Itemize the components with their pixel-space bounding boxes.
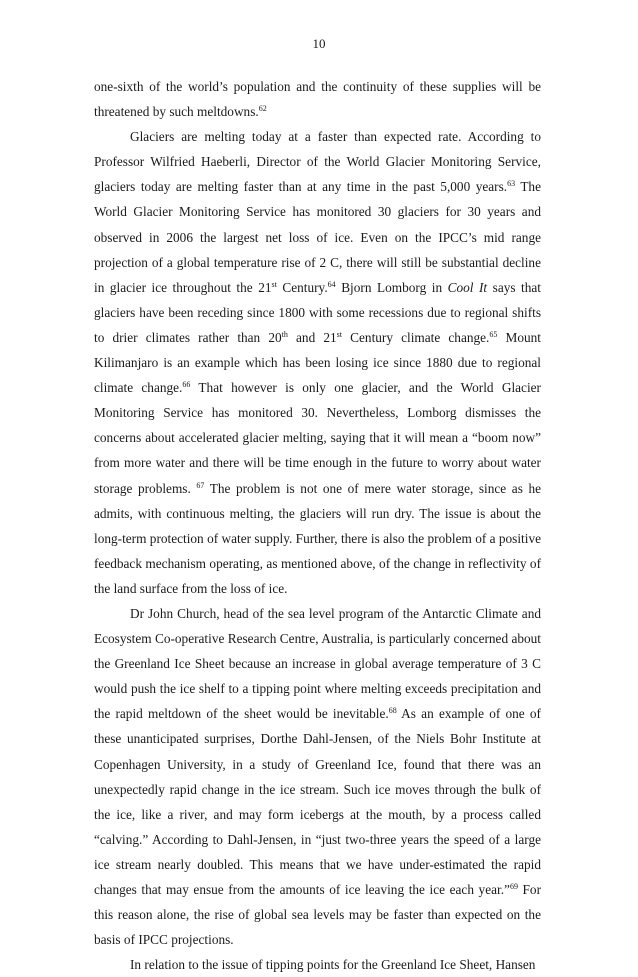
paragraph [94, 601, 541, 952]
text-run: one-sixth of the world’s population and the continuity of these supplies will be threatened by such meltdowns. [94, 79, 541, 120]
text-run: The World Glacier Monitoring Service has monitored 30 glaciers for 30 years and observed in 2006 the largest net loss of ice. Even on the IPCC’s mid range projection of a global temperature rise of 2 C, there will still be substantial decline in glacier ice throughout the 21 [94, 179, 541, 295]
text-run: Glaciers are melting today at a faster than expected rate. According to Professor Wilfried Haeberli, Director of the World Glacier Monitoring Service, glaciers today are melting faster than at any time in the past 5,000 years. [94, 129, 541, 195]
footnote-ref: 65 [489, 329, 498, 339]
paragraph [94, 124, 541, 601]
footnote-ref: st [271, 279, 277, 289]
text-run: For this reason alone, the rise of global sea levels may be faster than expected on the basis of IPCC projections. [94, 882, 541, 948]
paragraph [94, 952, 541, 977]
text-run: That however is only one glacier, and the World Glacier Monitoring Service has monitored 30. Nevertheless, Lomborg dismisses the concerns about accelerated glacier melting, saying that it will mean a “boom now” from more water and there will be time enough in the future to worry about water storage problems. [94, 380, 541, 496]
text-run: Century climate change. [342, 329, 490, 345]
footnote-ref: 63 [507, 179, 516, 189]
page-number: 10 [312, 36, 326, 51]
footnote-ref: 69 [509, 882, 518, 891]
paragraph [94, 74, 541, 124]
footnote-ref: 64 [327, 279, 336, 289]
footnote-ref: 67 [196, 480, 205, 490]
footnote-ref: st [336, 329, 343, 339]
text-run: As an example of one of these unanticipated surprises, Dorthe Dahl-Jensen, of the Niels Bohr Institute at Copenhagen University, in a study of Greenland Ice, found that there was an unexpectedly rapid change in the ice stream. Such ice moves through the bulk of the ice, like a river, and may form icebergs at the mouth, by a process called “calving.” According to Dahl-Jensen, in “just two-three years the speed of a large ice stream nearly doubled. This means that we have under-estimated the rapid changes that may ensue from the amounts of ice leaving the ice each year.” [94, 706, 541, 897]
text-run: and 21 [287, 329, 337, 345]
book-title: Cool It [447, 279, 488, 295]
footnote-ref: 66 [182, 380, 191, 390]
text-run: Dr John Church, head of the sea level program of the Antarctic Climate and Ecosystem Co-operative Research Centre, Australia, is particularly concerned about the Greenland Ice Sheet because an increase in global average temperature of 3 C would push the ice shelf to a tipping point where melting exceeds precipitation and the rapid meltdown of the sheet would be inevitable. [94, 605, 541, 722]
text-run: Bjorn Lomborg in [335, 279, 448, 295]
text-run: The problem is not one of mere water storage, since as he admits, with continuous melting, the glaciers will run dry. The issue is about the long-term protection of water supply. Further, there is also the problem of a positive feedback mechanism operating, as mentioned above, of the change in reflectivity of the land surface from the loss of ice. [94, 480, 541, 596]
footnote-ref: 62 [258, 104, 267, 114]
text-run: Century. [276, 279, 328, 295]
body-text [94, 74, 541, 977]
text-run: Mount Kilimanjaro is an example which has been losing ice since 1880 due to regional climate change. [94, 329, 541, 396]
text-run: In relation to the issue of tipping points for the Greenland Ice Sheet, Hansen [130, 957, 536, 973]
footnote-ref: th [281, 329, 288, 339]
footnote-ref: 68 [388, 706, 397, 716]
text-run: says that glaciers have been receding since 1800 with some recessions due to regional shifts to drier climates rather than 20 [94, 279, 541, 345]
